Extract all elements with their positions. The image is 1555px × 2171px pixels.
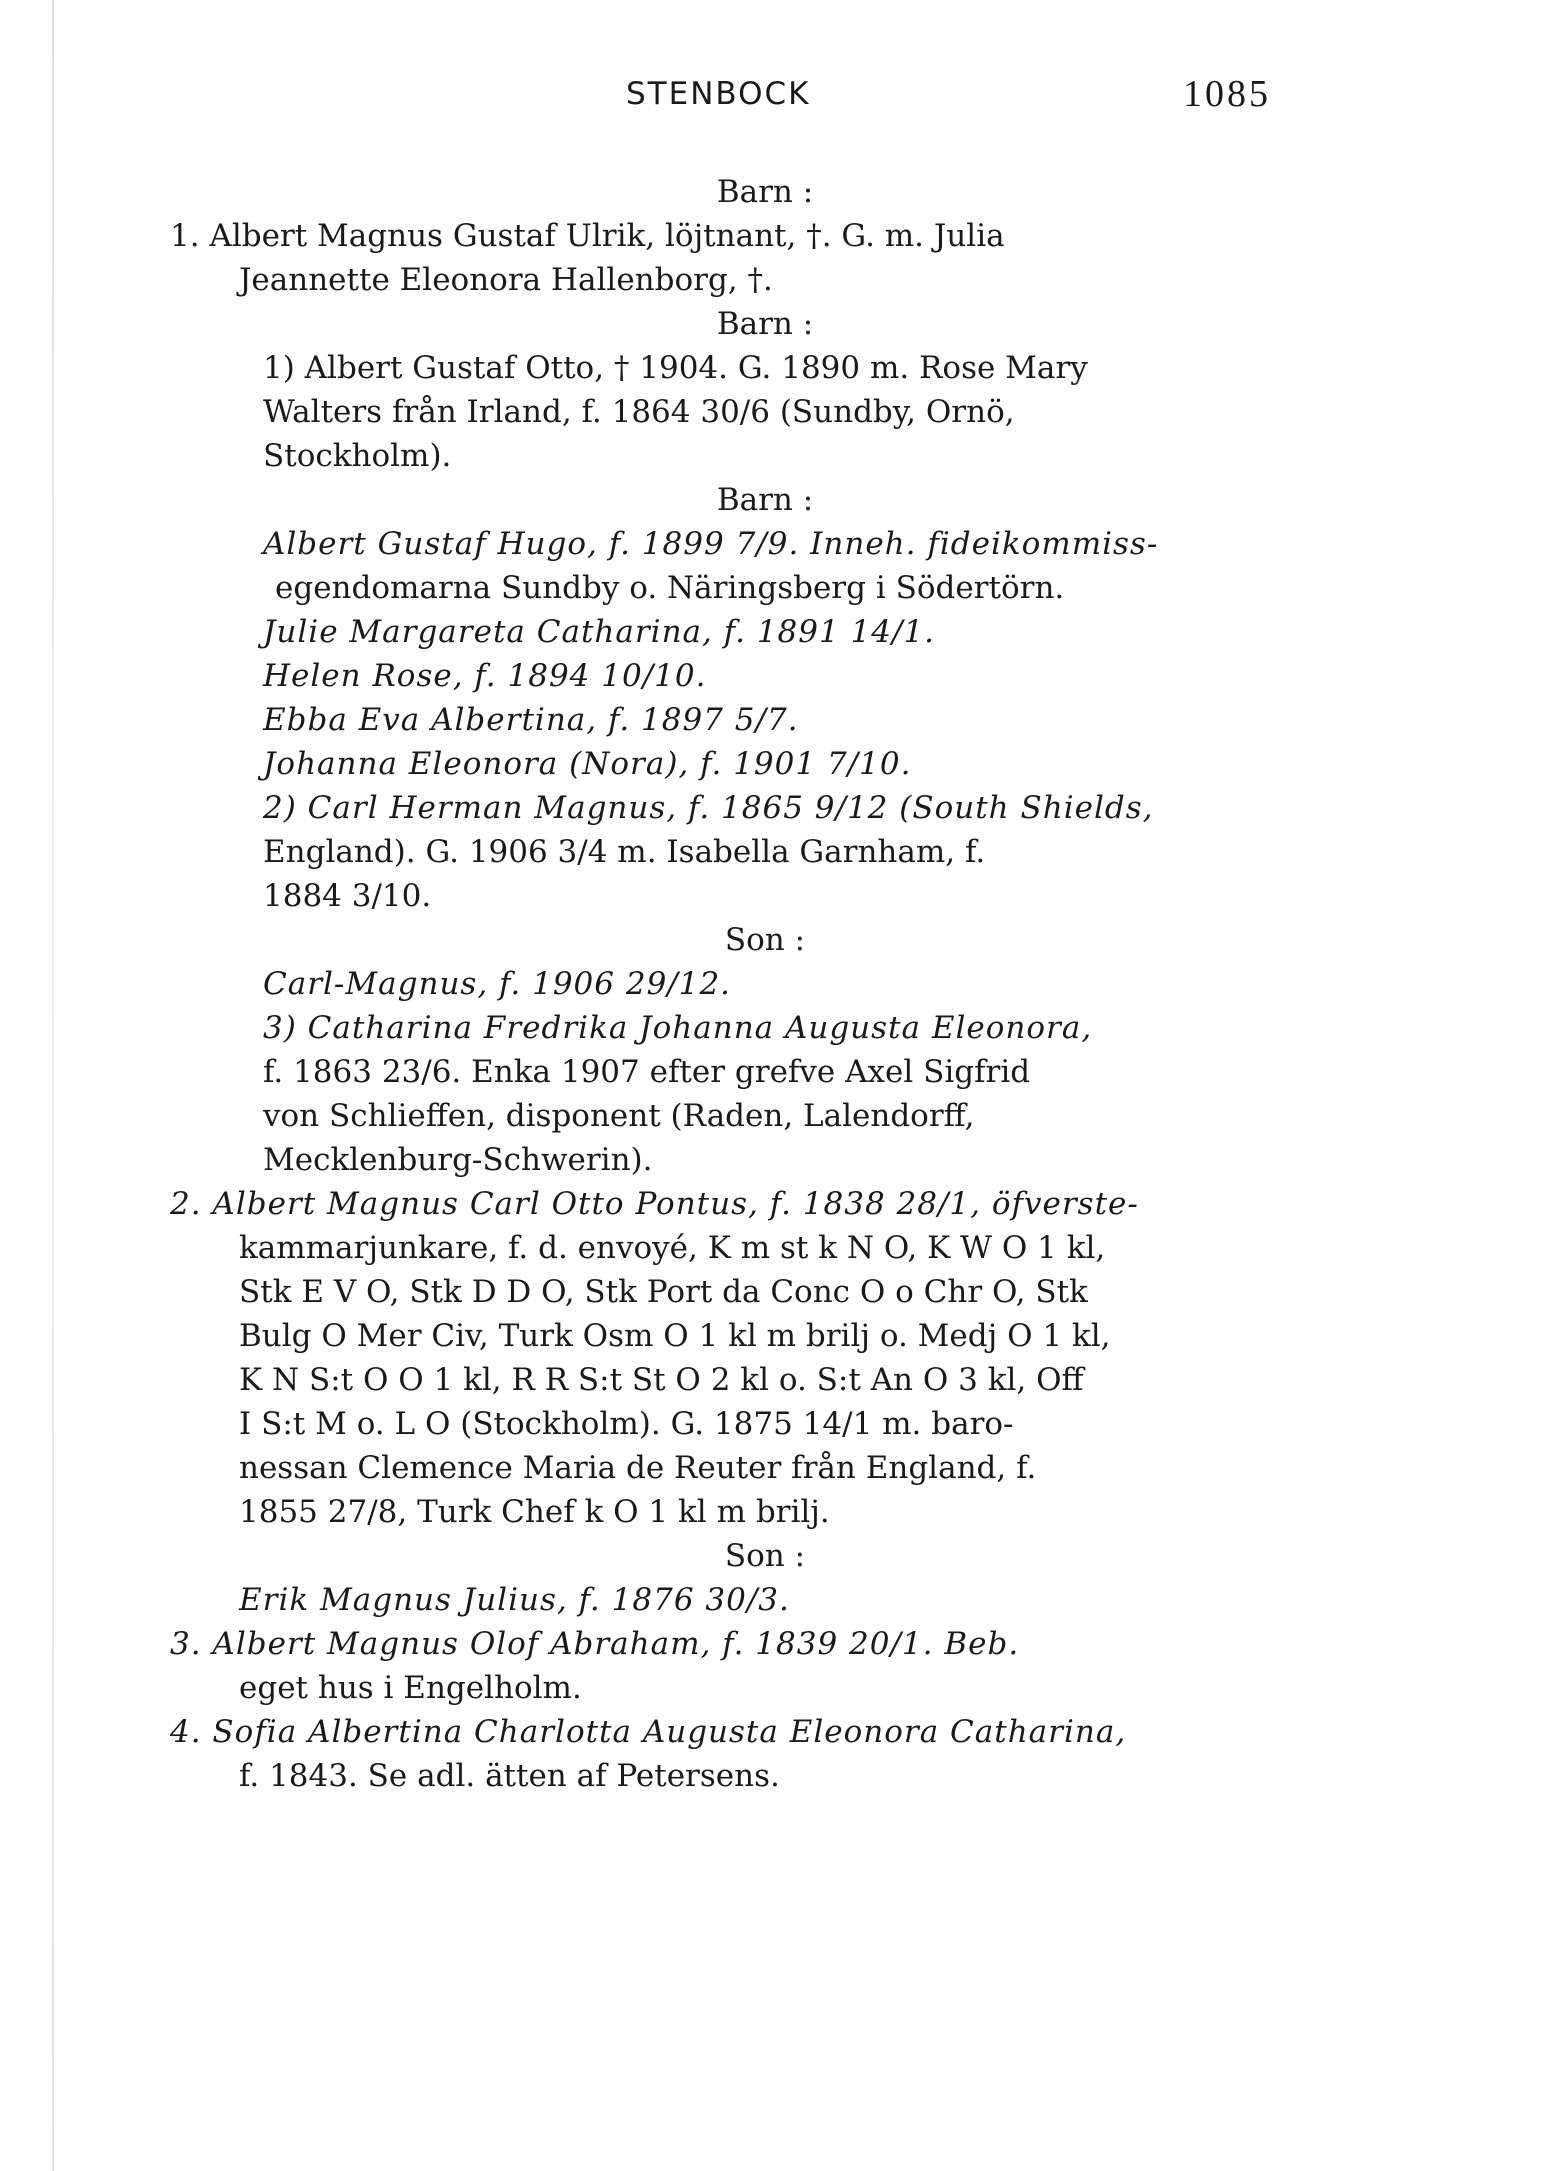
entry-line: Jeannette Eleonora Hallenborg, †. <box>239 262 773 298</box>
entry-line: 1884 3/10. <box>263 878 432 914</box>
entry-line: Julie Margareta Catharina, f. 1891 14/1. <box>263 614 936 650</box>
heading-barn: Barn : <box>716 482 814 518</box>
entry-line: nessan Clemence Maria de Reuter från England, f. <box>239 1450 1037 1486</box>
entry-line: Mecklenburg-Schwerin). <box>263 1142 653 1178</box>
entry-line: f. 1843. Se adl. ätten af Petersens. <box>239 1758 780 1794</box>
running-head <box>0 72 1555 122</box>
entry-line: 3) Catharina Fredrika Johanna Augusta Eleonora, <box>263 1010 1093 1046</box>
entry-line: Erik Magnus Julius, f. 1876 30/3. <box>239 1582 790 1618</box>
entry-line: Stk E V O, Stk D D O, Stk Port da Conc O o Chr O, Stk <box>239 1274 1088 1310</box>
entry-line: Helen Rose, f. 1894 10/10. <box>263 658 707 694</box>
entry-line: Albert Gustaf Hugo, f. 1899 7/9. Inneh. fideikommiss- <box>263 526 1159 562</box>
entry-line: Johanna Eleonora (Nora), f. 1901 7/10. <box>263 746 912 782</box>
entry-line: Ebba Eva Albertina, f. 1897 5/7. <box>263 702 799 738</box>
entry-line: f. 1863 23/6. Enka 1907 efter grefve Axel Sigfrid <box>263 1054 1031 1090</box>
entry-line: 3. Albert Magnus Olof Abraham, f. 1839 20/1. Beb. <box>170 1626 1020 1662</box>
entry-line: England). G. 1906 3/4 m. Isabella Garnham, f. <box>263 834 986 870</box>
entry-line: 1) Albert Gustaf Otto, † 1904. G. 1890 m. Rose Mary <box>263 350 1088 386</box>
heading-son: Son : <box>724 922 806 958</box>
entry-line: 1. Albert Magnus Gustaf Ulrik, löjtnant, †. G. m. Julia <box>170 218 1005 254</box>
heading-barn: Barn : <box>716 174 814 210</box>
entry-line: Carl-Magnus, f. 1906 29/12. <box>263 966 732 1002</box>
heading-barn: Barn : <box>716 306 814 342</box>
page-title: STENBOCK <box>626 76 811 112</box>
binding-edge <box>52 0 54 2171</box>
entry-line: I S:t M o. L O (Stockholm). G. 1875 14/1 m. baro- <box>239 1406 1014 1442</box>
entry-line: kammarjunkare, f. d. envoyé, K m st k N O, K W O 1 kl, <box>239 1230 1106 1266</box>
entry-line: 4. Sofia Albertina Charlotta Augusta Eleonora Catharina, <box>170 1714 1127 1750</box>
entry-line: 2. Albert Magnus Carl Otto Pontus, f. 1838 28/1, öfverste- <box>170 1186 1139 1222</box>
entry-line: 2) Carl Herman Magnus, f. 1865 9/12 (South Shields, <box>263 790 1154 826</box>
entry-line: eget hus i Engelholm. <box>239 1670 582 1706</box>
page-number: 1085 <box>1183 73 1271 115</box>
entry-line: Bulg O Mer Civ, Turk Osm O 1 kl m brilj o. Medj O 1 kl, <box>239 1318 1111 1354</box>
entry-line: egendomarna Sundby o. Näringsberg i Södertörn. <box>275 570 1065 606</box>
entry-line: Walters från Irland, f. 1864 30/6 (Sundby, Ornö, <box>263 394 1015 430</box>
entry-line: K N S:t O O 1 kl, R R S:t St O 2 kl o. S:t An O 3 kl, Off <box>239 1362 1084 1398</box>
genealogy-text <box>170 170 1320 1798</box>
entry-line: von Schlieffen, disponent (Raden, Lalendorff, <box>263 1098 975 1134</box>
entry-line: 1855 27/8, Turk Chef k O 1 kl m brilj. <box>239 1494 830 1530</box>
entry-line: Stockholm). <box>263 438 452 474</box>
heading-son: Son : <box>724 1538 806 1574</box>
